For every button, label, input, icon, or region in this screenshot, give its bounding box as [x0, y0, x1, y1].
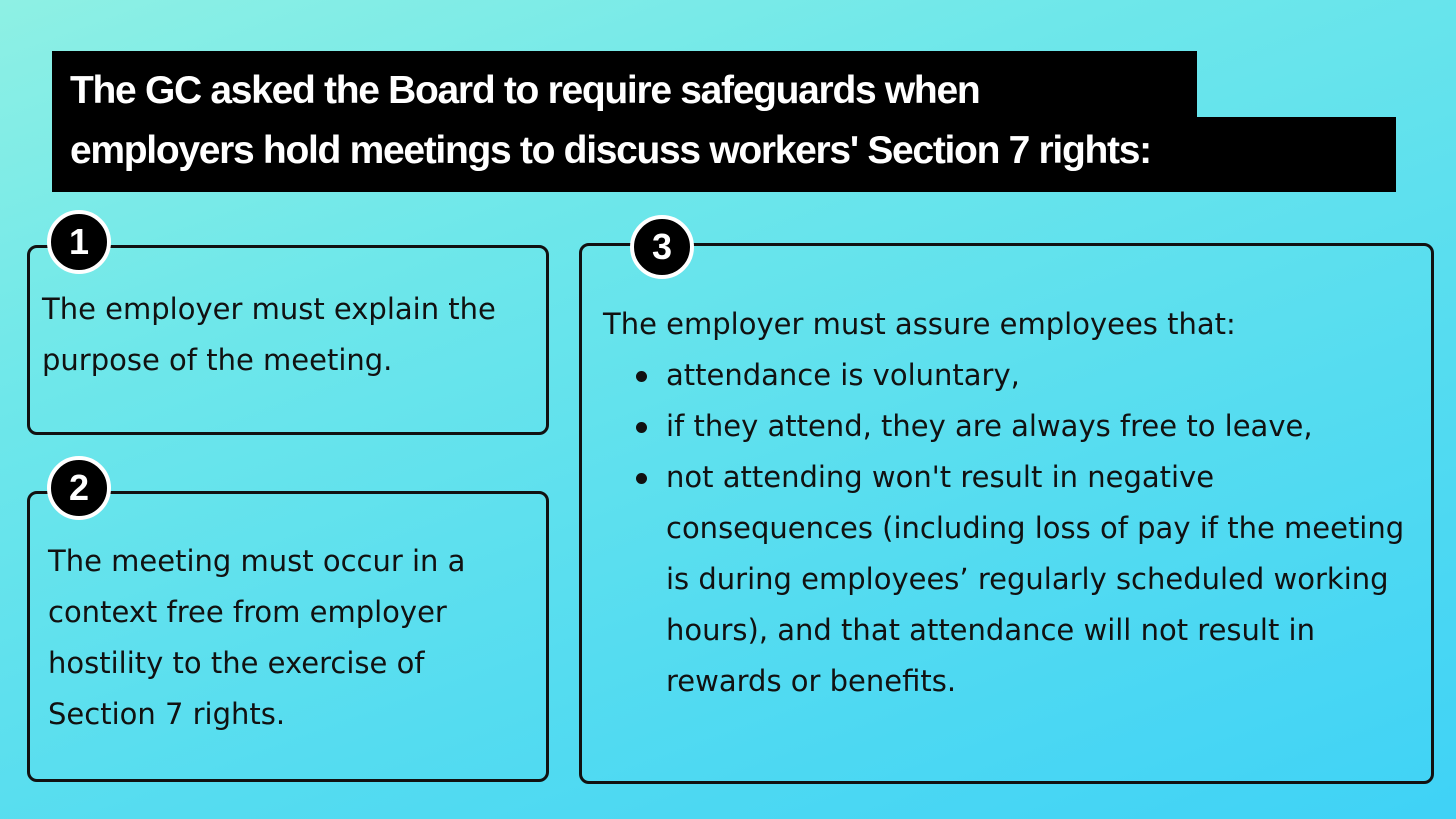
- card-3-intro: The employer must assure employees that:: [603, 307, 1236, 341]
- bullet-text: if they attend, they are always free to leave,: [666, 409, 1313, 443]
- bullet-item: [603, 401, 1413, 452]
- bullet-dot-icon: [636, 473, 647, 484]
- number-badge-3: 3: [630, 215, 694, 279]
- title-line-1: [52, 51, 1197, 119]
- card-1-text: The employer must explain the purpose of the meeting.: [42, 292, 496, 377]
- bullet-text: not attending won't result in negative consequences (including loss of pay if the meeting is during employees’ regularly scheduled working hours), and that attendance will not result in rewards or benefits.: [666, 460, 1405, 698]
- number-badge-2: 2: [47, 456, 111, 520]
- title-line-2-text: employers hold meetings to discuss workers' Section 7 rights:: [70, 129, 1151, 172]
- number-badge-1: 1: [47, 210, 111, 274]
- card-3-bullet-list: [603, 350, 1413, 707]
- bullet-item: [603, 350, 1413, 401]
- card-2-text: The meeting must occur in a context free from employer hostility to the exercise of Section 7 rights.: [48, 544, 466, 731]
- bullet-dot-icon: [636, 371, 647, 382]
- title-line-2: [52, 117, 1396, 192]
- bullet-item: [603, 452, 1413, 707]
- title-line-1-text: The GC asked the Board to require safeguards when: [70, 68, 980, 112]
- bullet-text: attendance is voluntary,: [666, 358, 1020, 392]
- bullet-dot-icon: [636, 422, 647, 433]
